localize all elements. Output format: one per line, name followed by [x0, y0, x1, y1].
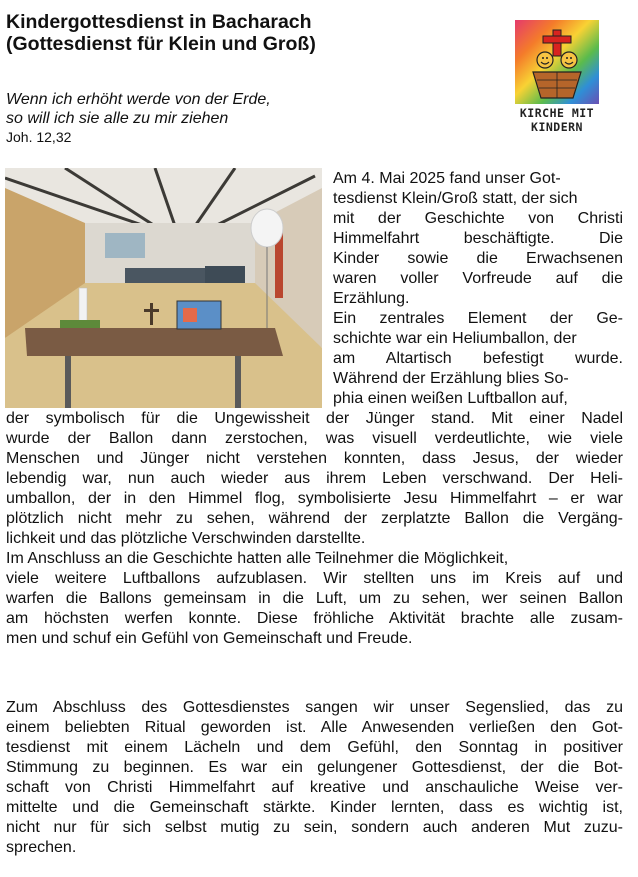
text-line: phia einen weißen Luftballon auf, — [333, 390, 568, 407]
text-line: Ein zentrales Element der Ge- — [333, 310, 623, 327]
text-line: Am 4. Mai 2025 fand unser Got- — [333, 170, 561, 187]
text-line: tesdienst Klein/Groß statt, der sich — [333, 190, 578, 207]
text-line: schaft von Christi Himmelfahrt auf kreative und anschauliche Weise ver- — [6, 779, 623, 796]
text-line: Himmelfahrt beschäftigte. Die — [333, 230, 623, 247]
text-line: der symbolisch für die Ungewissheit der Jünger stand. Mit einer Nadel — [6, 410, 623, 427]
text-line: Im Anschluss an die Geschichte hatten alle Teilnehmer die Möglichkeit, — [6, 550, 509, 567]
text-line: lichkeit und das plötzliche Verschwinden darstellte. — [6, 530, 366, 547]
text-line: tesdienst mit einem Lächeln und dem Gefühl, den Sonntag in positiver — [6, 739, 623, 756]
text-line: Kinder sowie die Erwachsenen — [333, 250, 623, 267]
quote-line: so will ich sie alle zu mir ziehen — [6, 110, 229, 127]
church-room-photo — [5, 168, 322, 408]
text-line: mittelte und die Gemeinschaft stärkte. Kinder lernten, dass es wichtig ist, — [6, 799, 623, 816]
kirche-mit-kindern-logo — [515, 20, 599, 144]
text-line: plötzlich nicht mehr zu sehen, während der zerplatzte Ballon die Vergäng- — [6, 510, 623, 527]
title-line: Kindergottesdienst in Bacharach — [6, 11, 312, 33]
text-line: viele weitere Luftballons aufzublasen. Wir stellten uns im Kreis auf und — [6, 570, 623, 587]
article-intro-column — [333, 169, 623, 409]
text-line: schichte war ein Heliumballon, der — [333, 330, 577, 347]
article-body-part1 — [6, 409, 623, 649]
logo-children-cross-icon — [515, 20, 599, 104]
text-line: Während der Erzählung blies So- — [333, 370, 569, 387]
logo-text-line: KINDERN — [531, 120, 583, 134]
bible-reference: Joh. 12,32 — [6, 129, 72, 145]
text-line: einem beliebten Ritual geworden ist. Alle Anwesenden verließen den Got- — [6, 719, 623, 736]
text-line: sprechen. — [6, 839, 77, 856]
text-line: am Altartisch befestigt wurde. — [333, 350, 623, 367]
text-line: am höchsten werfen konnte. Diese fröhliche Aktivität brachte alle zusam- — [6, 610, 623, 627]
text-line: Erzählung. — [333, 290, 410, 307]
logo-caption — [515, 106, 599, 134]
text-line: wurde der Ballon dann zerstochen, was visuell verdeutlichte, wie viele — [6, 430, 623, 447]
text-line: lebendig war, nun auch wieder aus ihrem Leben verschwand. Der Heli- — [6, 470, 623, 487]
text-line: waren voller Vorfreude auf die — [333, 270, 623, 287]
text-line: men und schuf ein Gefühl von Gemeinschaft und Freude. — [6, 630, 413, 647]
article-body-part2 — [6, 698, 623, 858]
logo-text-line: KIRCHE MIT — [519, 106, 595, 120]
text-line: Zum Abschluss des Gottesdienstes sangen wir unser Segenslied, das zu — [6, 699, 623, 716]
text-line: warfen die Ballons gemeinsam in die Luft, um zu sehen, wer seinen Ballon — [6, 590, 623, 607]
text-line: mit der Geschichte von Christi — [333, 210, 623, 227]
text-line: Menschen und Jünger nicht verstehen konnten, dass Jesus, der wieder — [6, 450, 623, 467]
page-title — [6, 11, 486, 55]
quote-line: Wenn ich erhöht werde von der Erde, — [6, 91, 271, 108]
title-line: (Gottesdienst für Klein und Groß) — [6, 33, 316, 55]
photo-illustration — [5, 168, 322, 408]
text-line: Stimmung zu beginnen. Es war ein gelungener Gottesdienst, der die Bot- — [6, 759, 623, 776]
bible-quote — [6, 90, 406, 128]
logo-graphic — [515, 20, 599, 104]
text-line: nicht nur für sich selbst mutig zu sein, sondern auch anderen Mut zuzu- — [6, 819, 623, 836]
text-line: umballon, der in den Himmel flog, symbolisierte Jesu Himmelfahrt – er war — [6, 490, 623, 507]
